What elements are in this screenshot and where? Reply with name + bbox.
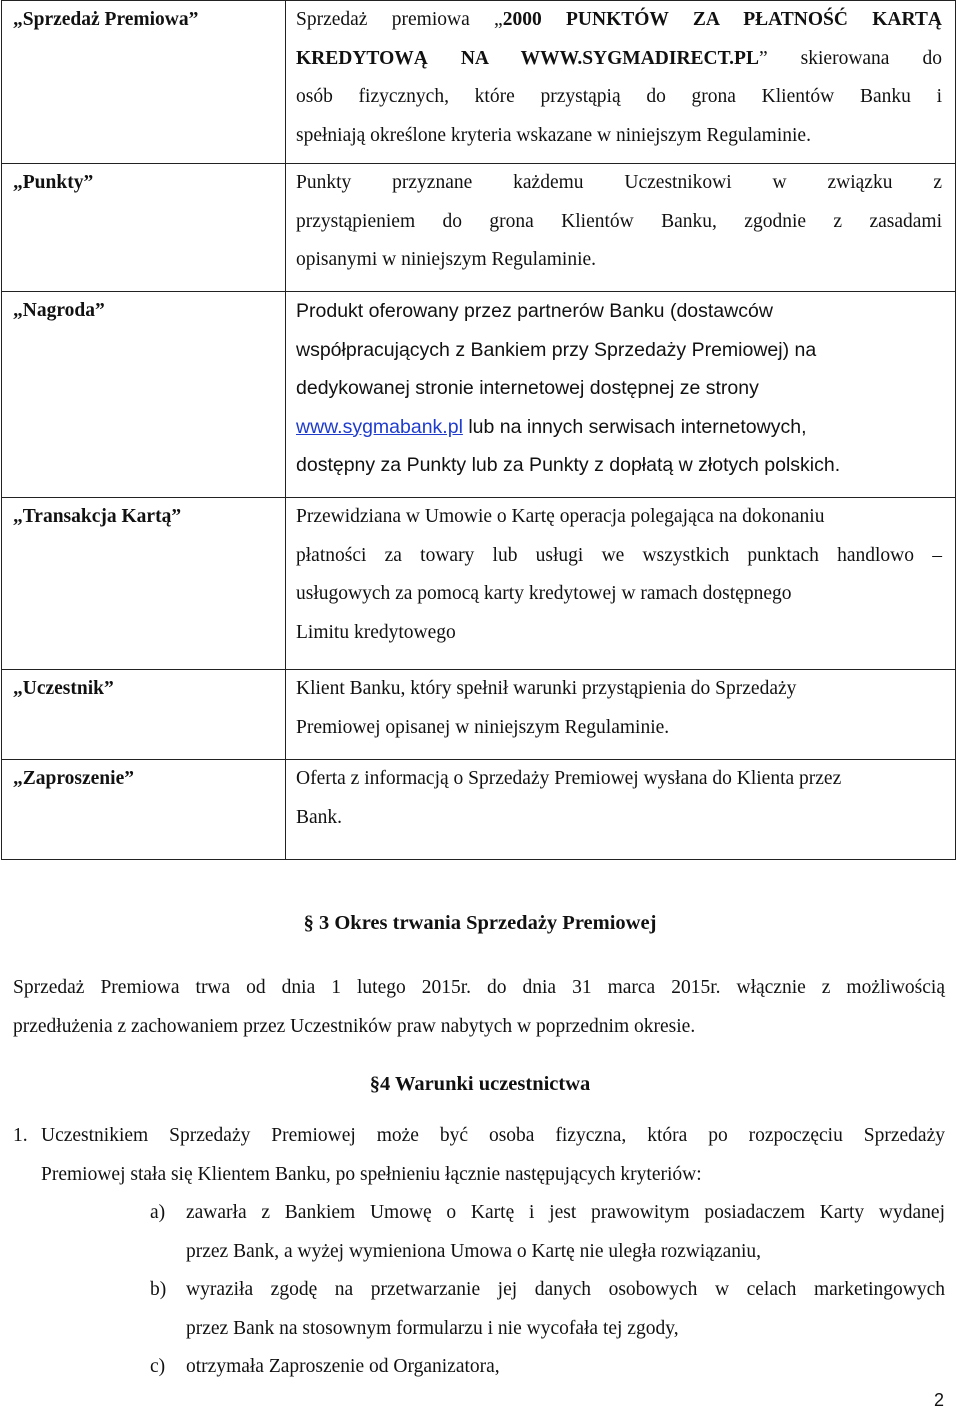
definition-description: Produkt oferowany przez partnerów Banku (dostawców współpracujących z Bankiem przy Sprzedaży Premiowej) na dedykowanej stronie internetowej dostępnej ze strony www.sygmabank.pl lub na innych serwisach internetowych, dostępny za Punkty lub za Punkty z dopłatą w złotych polskich. <box>286 292 956 498</box>
definition-row <box>2 498 956 670</box>
definition-row <box>2 670 956 760</box>
definition-description: Punkty przyznane każdemu Uczestnikowi w związku z przystąpieniem do grona Klientów Banku, zgodnie z zasadami opisanymi w niniejszym Regulaminie. <box>286 164 956 292</box>
list-marker: a) <box>150 1202 166 1223</box>
definition-term: „Nagroda” <box>2 292 286 498</box>
definition-term: „Zaproszenie” <box>2 760 286 860</box>
section-3-paragraph: Sprzedaż Premiowa trwa od dnia 1 lutego 2015r. do dnia 31 marca 2015r. włącznie z możliwością przedłużenia z zachowaniem przez Uczestników praw nabytych w poprzednim okresie. <box>13 977 945 1037</box>
definition-term: „Uczestnik” <box>2 670 286 760</box>
list-marker: 1. <box>13 1125 28 1146</box>
definition-row <box>2 760 956 860</box>
definitions-table <box>1 0 956 860</box>
definition-description: Przewidziana w Umowie o Kartę operacja polegająca na dokonaniu płatności za towary lub usługi we wszystkich punktach handlowo – usługowych za pomocą karty kredytowej w ramach dostępnego Limitu kredytowego <box>286 498 956 670</box>
definition-description: Sprzedaż premiowa „2000 PUNKTÓW ZA PŁATNOŚĆ KARTĄ KREDYTOWĄ NA WWW.SYGMADIRECT.PL” skierowana do osób fizycznych, które przystąpią do grona Klientów Banku i spełniają określone kryteria wskazane w niniejszym Regulaminie. <box>286 1 956 164</box>
sygmabank-link[interactable]: www.sygmabank.pl <box>296 415 463 438</box>
list-item: 1. Uczestnikiem Sprzedaży Premiowej może być osoba fizyczna, która po rozpoczęciu Sprzedaży Premiowej stała się Klientem Banku, po spełnieniu łącznie następujących kryteriów: <box>13 1117 945 1194</box>
definition-term: „Sprzedaż Premiowa” <box>2 1 286 164</box>
definition-term: „Transakcja Kartą” <box>2 498 286 670</box>
definition-term: „Punkty” <box>2 164 286 292</box>
page-number: 2 <box>933 1390 944 1410</box>
definition-row <box>2 164 956 292</box>
definition-row <box>2 292 956 498</box>
list-item: c) otrzymała Zaproszenie od Organizatora, <box>150 1348 945 1387</box>
list-marker: c) <box>150 1356 166 1377</box>
list-item: b) wyraziła zgodę na przetwarzanie jej danych osobowych w celach marketingowych przez Bank na stosownym formularzu i nie wycofała tej zgody, <box>150 1271 945 1348</box>
definition-description: Klient Banku, który spełnił warunki przystąpienia do Sprzedaży Premiowej opisanej w niniejszym Regulaminie. <box>286 670 956 760</box>
definition-row <box>2 1 956 164</box>
list-marker: b) <box>150 1279 167 1300</box>
section-4-heading: §4 Warunki uczestnictwa <box>369 1073 591 1095</box>
section-3-heading: § 3 Okres trwania Sprzedaży Premiowej <box>303 912 657 934</box>
list-item: a) zawarła z Bankiem Umowę o Kartę i jest prawowitym posiadaczem Karty wydanej przez Bank, a wyżej wymieniona Umowa o Kartę nie uległa rozwiązaniu, <box>150 1194 945 1271</box>
definition-description: Oferta z informacją o Sprzedaży Premiowej wysłana do Klienta przez Bank. <box>286 760 956 860</box>
